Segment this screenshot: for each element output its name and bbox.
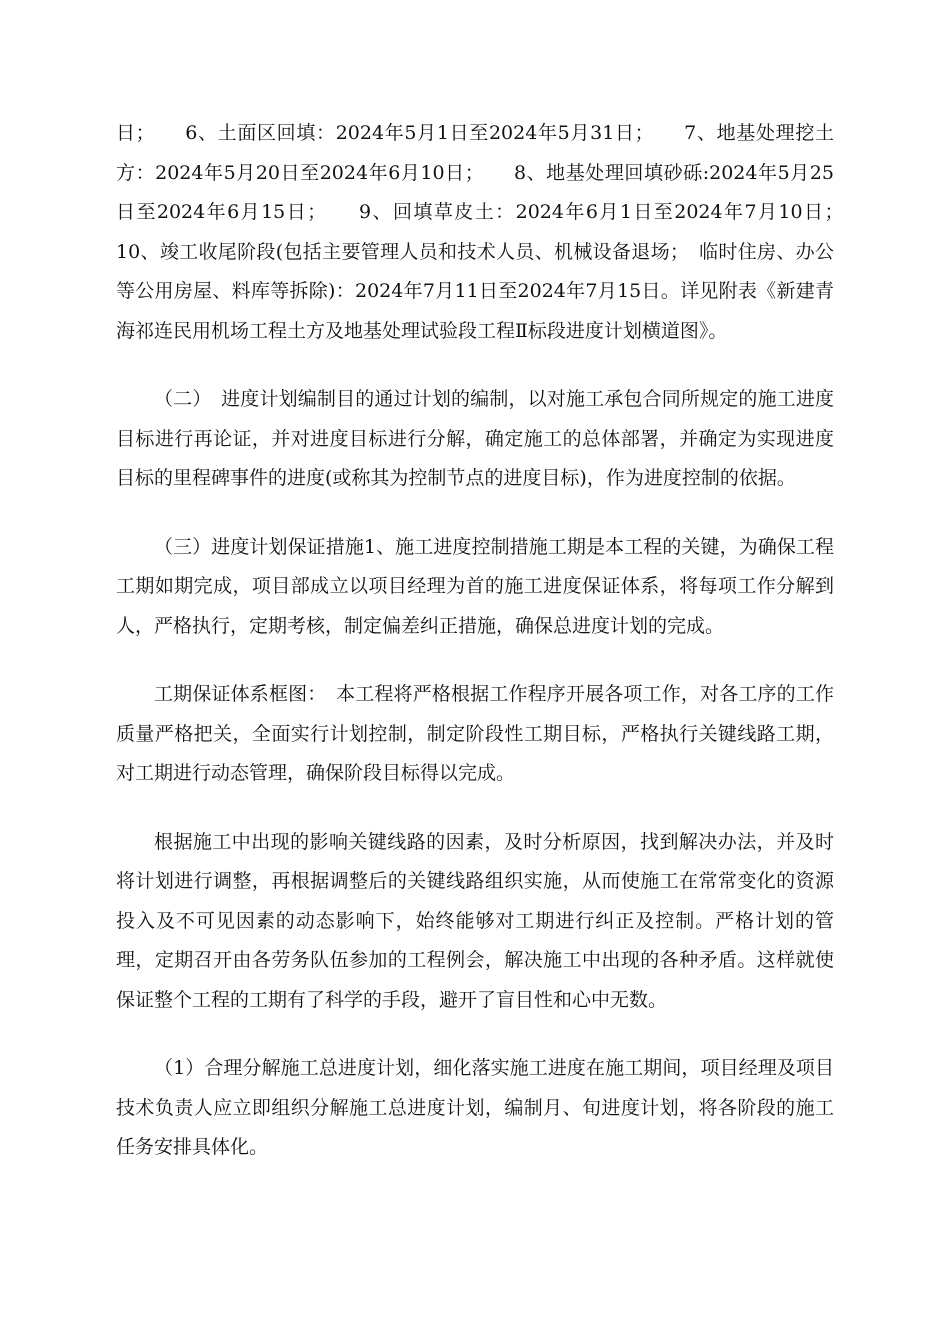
paragraph-schedule-guarantee: （三）进度计划保证措施1、施工进度控制措施工期是本工程的关键，为确保工程工期如期完成，项目部成立以项目经理为首的施工进度保证体系，将每项工作分解到人，严格执行，定期考核，制定偏差纠正措施，确保总进度计划的完成。	[116, 535, 834, 637]
paragraph-schedule-purpose: （二） 进度计划编制目的通过计划的编制，以对施工承包合同所规定的施工进度目标进行再论证，并对进度目标进行分解，确定施工的总体部署，并确定为实现进度目标的里程碑事件的进度(或称其为控制节点的进度目标)，作为进度控制的依据。	[116, 388, 834, 489]
document-body	[116, 114, 873, 1197]
paragraph-schedule-continuation: 日； 6、土面区回填：2024年5月1日至2024年5月31日； 7、地基处理挖土方：2024年5月20日至2024年6月10日； 8、地基处理回填砂砾:2024年5月25日至2024年6月15日； 9、回填草皮土：2024年6月1日至2024年7月10日； 10、竣工收尾阶段(包括主要管理人员和技术人员、机械设备退场； 临时住房、办公等公用房屋、料库等拆除)：2024年7月11日至2024年7月15日。详见附表《新建青海祁连民用机场工程土方及地基处理试验段工程Ⅱ标段进度计划横道图》。	[116, 122, 873, 342]
paragraph-decompose-plan: （1）合理分解施工总进度计划，细化落实施工进度在施工期间，项目经理及项目技术负责人应立即组织分解施工总进度计划，编制月、旬进度计划，将各阶段的施工任务安排具体化。	[116, 1057, 834, 1158]
paragraph-guarantee-system: 工期保证体系框图： 本工程将严格根据工作程序开展各项工作，对各工序的工作质量严格把关，全面实行计划控制，制定阶段性工期目标，严格执行关键线路工期，对工期进行动态管理，确保阶段目标得以完成。	[116, 683, 834, 784]
paragraph-critical-path: 根据施工中出现的影响关键线路的因素，及时分析原因，找到解决办法，并及时将计划进行调整，再根据调整后的关键线路组织实施，从而使施工在常常变化的资源投入及不可见因素的动态影响下，始终能够对工期进行纠正及控制。严格计划的管理，定期召开由各劳务队伍参加的工程例会，解决施工中出现的各种矛盾。这样就使保证整个工程的工期有了科学的手段，避开了盲目性和心中无数。	[116, 830, 834, 1011]
